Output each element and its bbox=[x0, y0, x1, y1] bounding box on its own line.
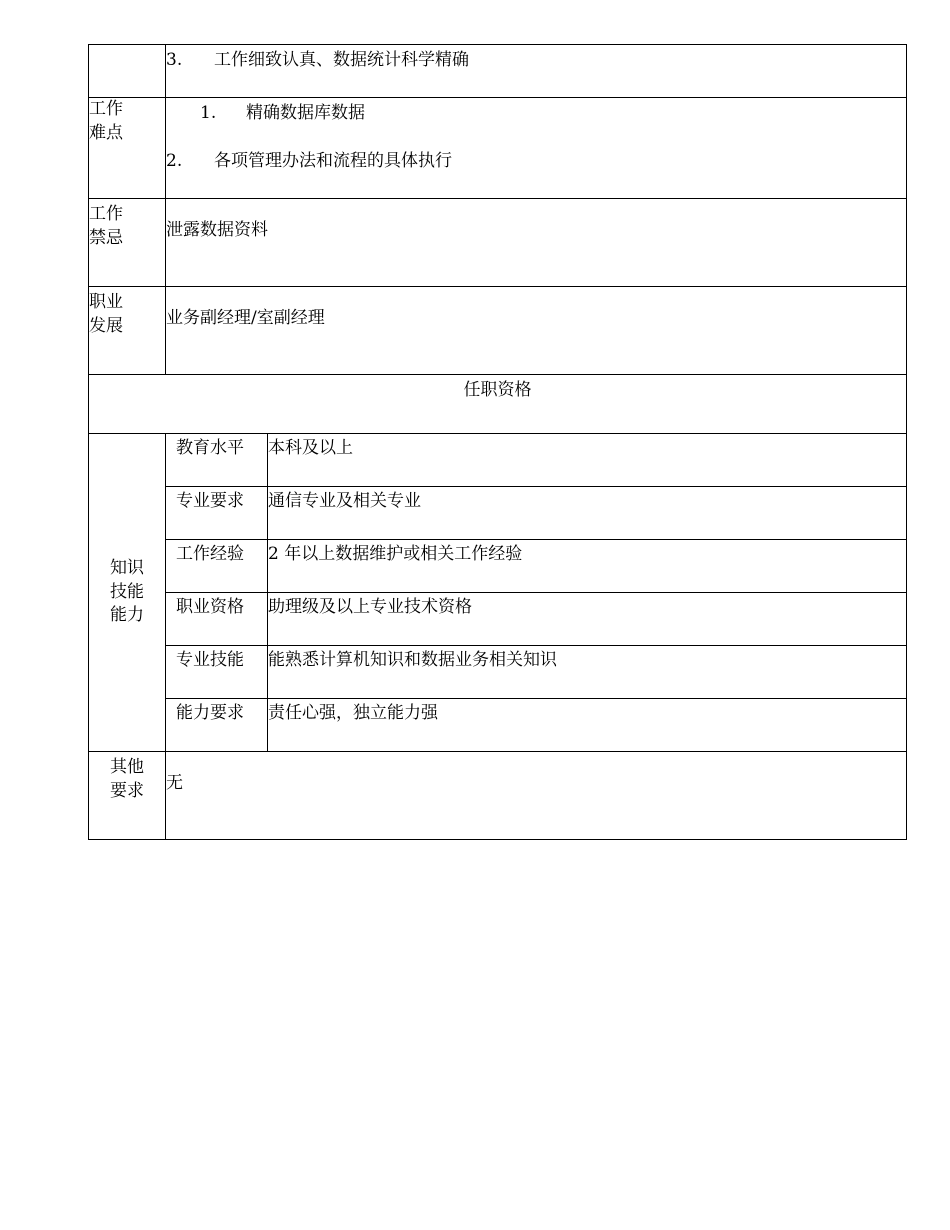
qualifications-group-label: 知识 技能 能力 bbox=[89, 434, 166, 752]
section-title: 任职资格 bbox=[89, 375, 907, 434]
list-item bbox=[166, 45, 906, 73]
qualification-row bbox=[89, 593, 907, 646]
qualification-value: 责任心强，独立能力强 bbox=[268, 699, 907, 752]
taboos-label: 工作 禁忌 bbox=[89, 199, 166, 287]
qualification-label: 专业技能 bbox=[166, 646, 268, 699]
career-row bbox=[89, 287, 907, 375]
other-label: 其他 要求 bbox=[89, 752, 166, 840]
item-text: 工作细致认真、数据统计科学精确 bbox=[214, 50, 469, 70]
continued-label-cell bbox=[89, 45, 166, 98]
difficulties-content-cell bbox=[166, 98, 907, 199]
list-item bbox=[166, 98, 906, 126]
qualification-value: 2 年以上数据维护或相关工作经验 bbox=[268, 540, 907, 593]
qualification-row bbox=[89, 434, 907, 487]
career-label: 职业 发展 bbox=[89, 287, 166, 375]
other-row bbox=[89, 752, 907, 840]
item-number: 2. bbox=[166, 150, 183, 171]
item-text: 各项管理办法和流程的具体执行 bbox=[214, 150, 452, 171]
item-number: 3. bbox=[166, 50, 183, 70]
taboos-row bbox=[89, 199, 907, 287]
job-description-table bbox=[88, 44, 907, 840]
item-number: 1. bbox=[200, 103, 217, 123]
qualification-value: 本科及以上 bbox=[268, 434, 907, 487]
qualification-row bbox=[89, 487, 907, 540]
qualification-value: 通信专业及相关专业 bbox=[268, 487, 907, 540]
item-text: 精确数据库数据 bbox=[246, 103, 365, 123]
taboos-value: 泄露数据资料 bbox=[166, 199, 907, 287]
qualification-row bbox=[89, 699, 907, 752]
qualification-label: 教育水平 bbox=[166, 434, 268, 487]
continued-content-cell bbox=[166, 45, 907, 98]
continued-row bbox=[89, 45, 907, 98]
qualification-label: 能力要求 bbox=[166, 699, 268, 752]
other-value: 无 bbox=[166, 752, 907, 840]
list-item bbox=[166, 126, 906, 174]
difficulties-row bbox=[89, 98, 907, 199]
qualification-label: 专业要求 bbox=[166, 487, 268, 540]
qualification-label: 工作经验 bbox=[166, 540, 268, 593]
qualification-value: 能熟悉计算机知识和数据业务相关知识 bbox=[268, 646, 907, 699]
qualification-row bbox=[89, 646, 907, 699]
difficulties-label: 工作 难点 bbox=[89, 98, 166, 199]
career-value: 业务副经理/室副经理 bbox=[166, 287, 907, 375]
qualification-row bbox=[89, 540, 907, 593]
qualification-value: 助理级及以上专业技术资格 bbox=[268, 593, 907, 646]
qualifications-title-row bbox=[89, 375, 907, 434]
qualification-label: 职业资格 bbox=[166, 593, 268, 646]
